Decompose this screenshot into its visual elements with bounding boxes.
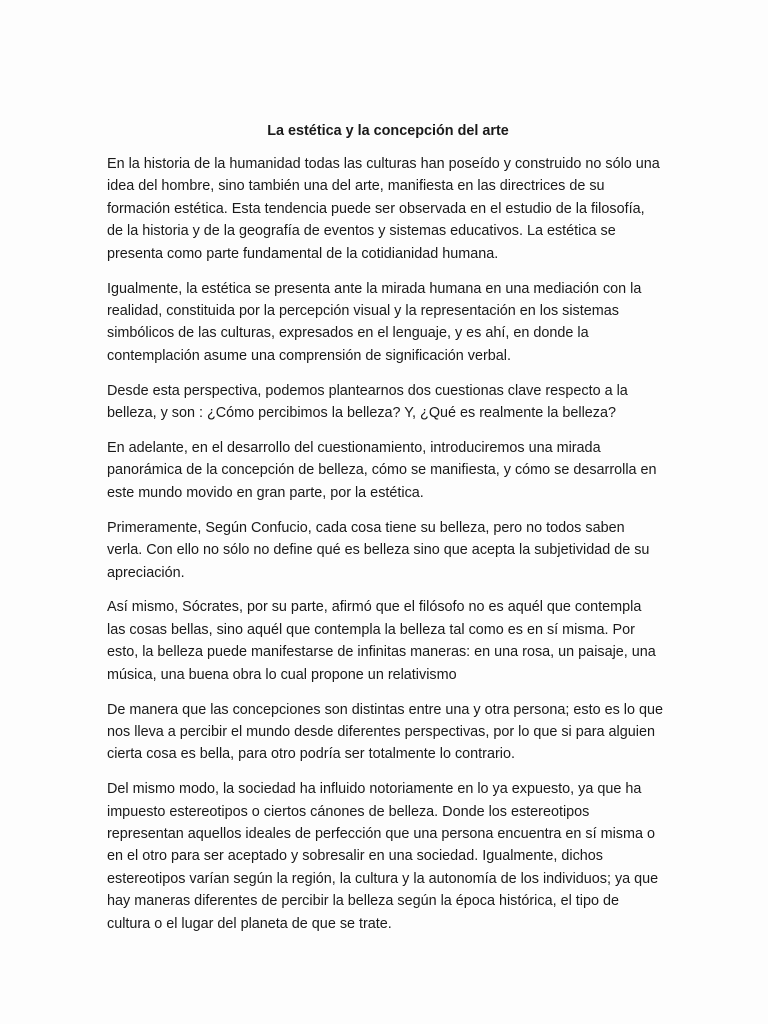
- paragraph-4: En adelante, en el desarrollo del cuestionamiento, introduciremos una mirada panorámica de la concepción de belleza, cómo se manifiesta, y cómo se desarrolla en este mundo movido en gran parte, por la estética.: [107, 439, 657, 501]
- document-body: [107, 121, 663, 935]
- paragraph-8: Del mismo modo, la sociedad ha influido notoriamente en lo ya expuesto, ya que ha impuesto estereotipos o ciertos cánones de belleza. Donde los estereotipos representan aquellos ideales de perfección que una persona encuentra en sí misma o en el otro para ser aceptado y sobresalir en una sociedad. Igualmente, dichos estereotipos varían según la región, la cultura y la autonomía de los individuos; ya que hay maneras diferentes de percibir la belleza según la época histórica, el tipo de cultura o el lugar del planeta de que se trate.: [107, 781, 659, 932]
- paragraph-1: En la historia de la humanidad todas las culturas han poseído y construido no sólo una idea del hombre, sino también una del arte, manifiesta en las directrices de su formación estética. Esta tendencia puede ser observada en el estudio de la filosofía, de la historia y de la geografía de eventos y sistemas educativos. La estética se presenta como parte fundamental de la cotidianidad humana.: [107, 156, 660, 262]
- paragraph-5: Primeramente, Según Confucio, cada cosa tiene su belleza, pero no todos saben verla. Con ello no sólo no define qué es belleza sino que acepta la subjetividad de su apreciación.: [107, 519, 650, 581]
- paragraph-6: Así mismo, Sócrates, por su parte, afirmó que el filósofo no es aquél que contempla las cosas bellas, sino aquél que contempla la belleza tal como es en sí misma. Por esto, la belleza puede manifestarse de infinitas maneras: en una rosa, un paisaje, una música, una buena obra lo cual propone un relativismo: [107, 599, 656, 683]
- paragraph-2: Igualmente, la estética se presenta ante la mirada humana en una mediación con la realidad, constituida por la percepción visual y la representación en los sistemas simbólicos de las culturas, expresados en el lenguaje, y es ahí, en donde la contemplación asume una comprensión de significación verbal.: [107, 280, 642, 364]
- document-title: La estética y la concepción del arte: [267, 123, 509, 139]
- paragraph-7: De manera que las concepciones son distintas entre una y otra persona; esto es lo que nos lleva a percibir el mundo desde diferentes perspectivas, por lo que si para alguien cierta cosa es bella, para otro podría ser totalmente lo contrario.: [107, 701, 663, 763]
- paragraph-3: Desde esta perspectiva, podemos plantearnos dos cuestionas clave respecto a la belleza, y son : ¿Cómo percibimos la belleza? Y, ¿Qué es realmente la belleza?: [107, 382, 628, 422]
